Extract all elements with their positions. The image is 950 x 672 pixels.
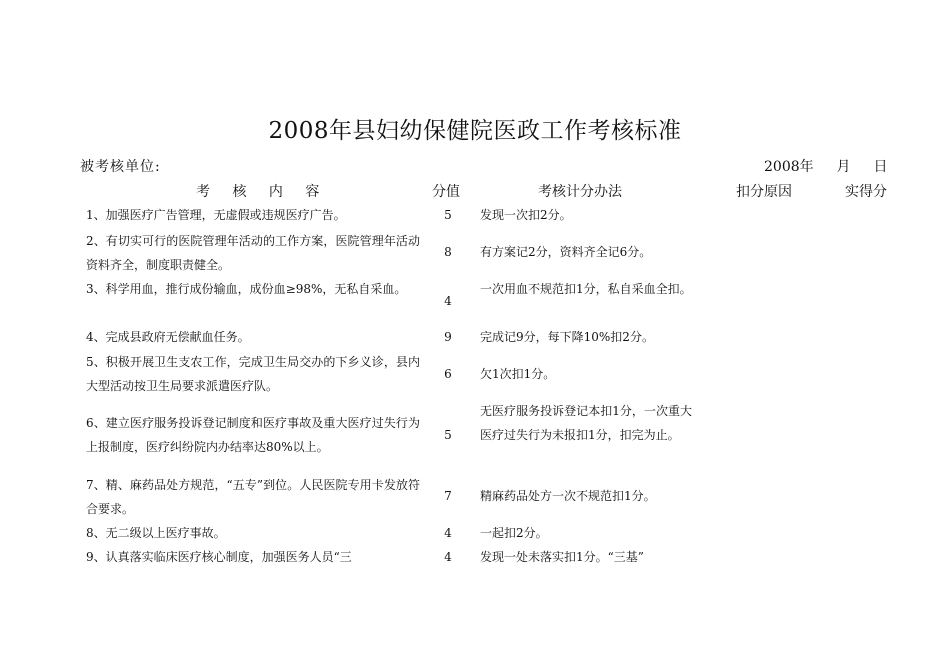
row-8-score: 4: [444, 526, 452, 540]
row-6-content: 6、建立医疗服务投诉登记制度和医疗事故及重大医疗过失行为上报制度，医疗纠纷院内办结率达80%以上。: [86, 416, 420, 454]
header-score: 分值: [432, 184, 460, 200]
row-7-method: 精麻药品处方一次不规范扣1分。: [480, 489, 656, 503]
row-8-content: 8、无二级以上医疗事故。: [86, 526, 226, 540]
date-year: 2008年: [764, 159, 814, 175]
page-title: 2008年县妇幼保健院医政工作考核标准: [268, 118, 682, 144]
row-5-score: 6: [444, 367, 452, 381]
row-3-content: 3、科学用血，推行成份输血，成份血≥98%，无私自采血。: [86, 282, 407, 296]
row-3-method: 一次用血不规范扣1分，私自采血全扣。: [480, 282, 692, 296]
row-5-content: 5、积极开展卫生支农工作，完成卫生局交办的下乡义诊，县内大型活动按卫生局要求派遣医疗队。: [86, 355, 420, 393]
header-deduction-reason: 扣分原因: [736, 184, 792, 200]
date-day: 日: [873, 159, 888, 175]
row-9-method: 发现一处未落实扣1分。“三基”: [480, 550, 644, 564]
row-5-method: 欠1次扣1分。: [480, 367, 556, 381]
row-7-content: 7、精、麻药品处方规范，“五专”到位。人民医院专用卡发放符合要求。: [86, 478, 420, 516]
row-2-method: 有方案记2分，资料齐全记6分。: [480, 245, 652, 259]
row-1-method: 发现一次扣2分。: [480, 208, 572, 222]
row-6-method: 无医疗服务投诉登记本扣1分，一次重大医疗过失行为未报扣1分，扣完为止。: [480, 404, 692, 442]
row-6-score: 5: [444, 428, 452, 442]
row-4-content: 4、完成县政府无偿献血任务。: [86, 330, 250, 344]
row-4-method: 完成记9分，每下降10%扣2分。: [480, 330, 654, 344]
row-1-score: 5: [444, 208, 452, 222]
row-9-score: 4: [444, 550, 452, 564]
row-1-content: 1、加强医疗广告管理，无虚假或违规医疗广告。: [86, 208, 346, 222]
row-3-score: 4: [444, 294, 452, 308]
header-method: 考核计分办法: [538, 184, 622, 200]
row-2-score: 8: [444, 245, 452, 259]
row-7-score: 7: [444, 489, 452, 503]
row-2-content: 2、有切实可行的医院管理年活动的工作方案，医院管理年活动资料齐全，制度职责健全。: [86, 234, 420, 272]
row-9-content: 9、认真落实临床医疗核心制度，加强医务人员“三: [86, 550, 352, 564]
date-line: [764, 156, 887, 176]
assessed-unit-label: 被考核单位:: [80, 159, 161, 175]
row-4-score: 9: [444, 330, 452, 344]
date-month: 月: [836, 159, 851, 175]
header-content: 考 核 内 容: [196, 184, 320, 200]
header-actual-score: 实得分: [845, 184, 887, 200]
row-8-method: 一起扣2分。: [480, 526, 548, 540]
